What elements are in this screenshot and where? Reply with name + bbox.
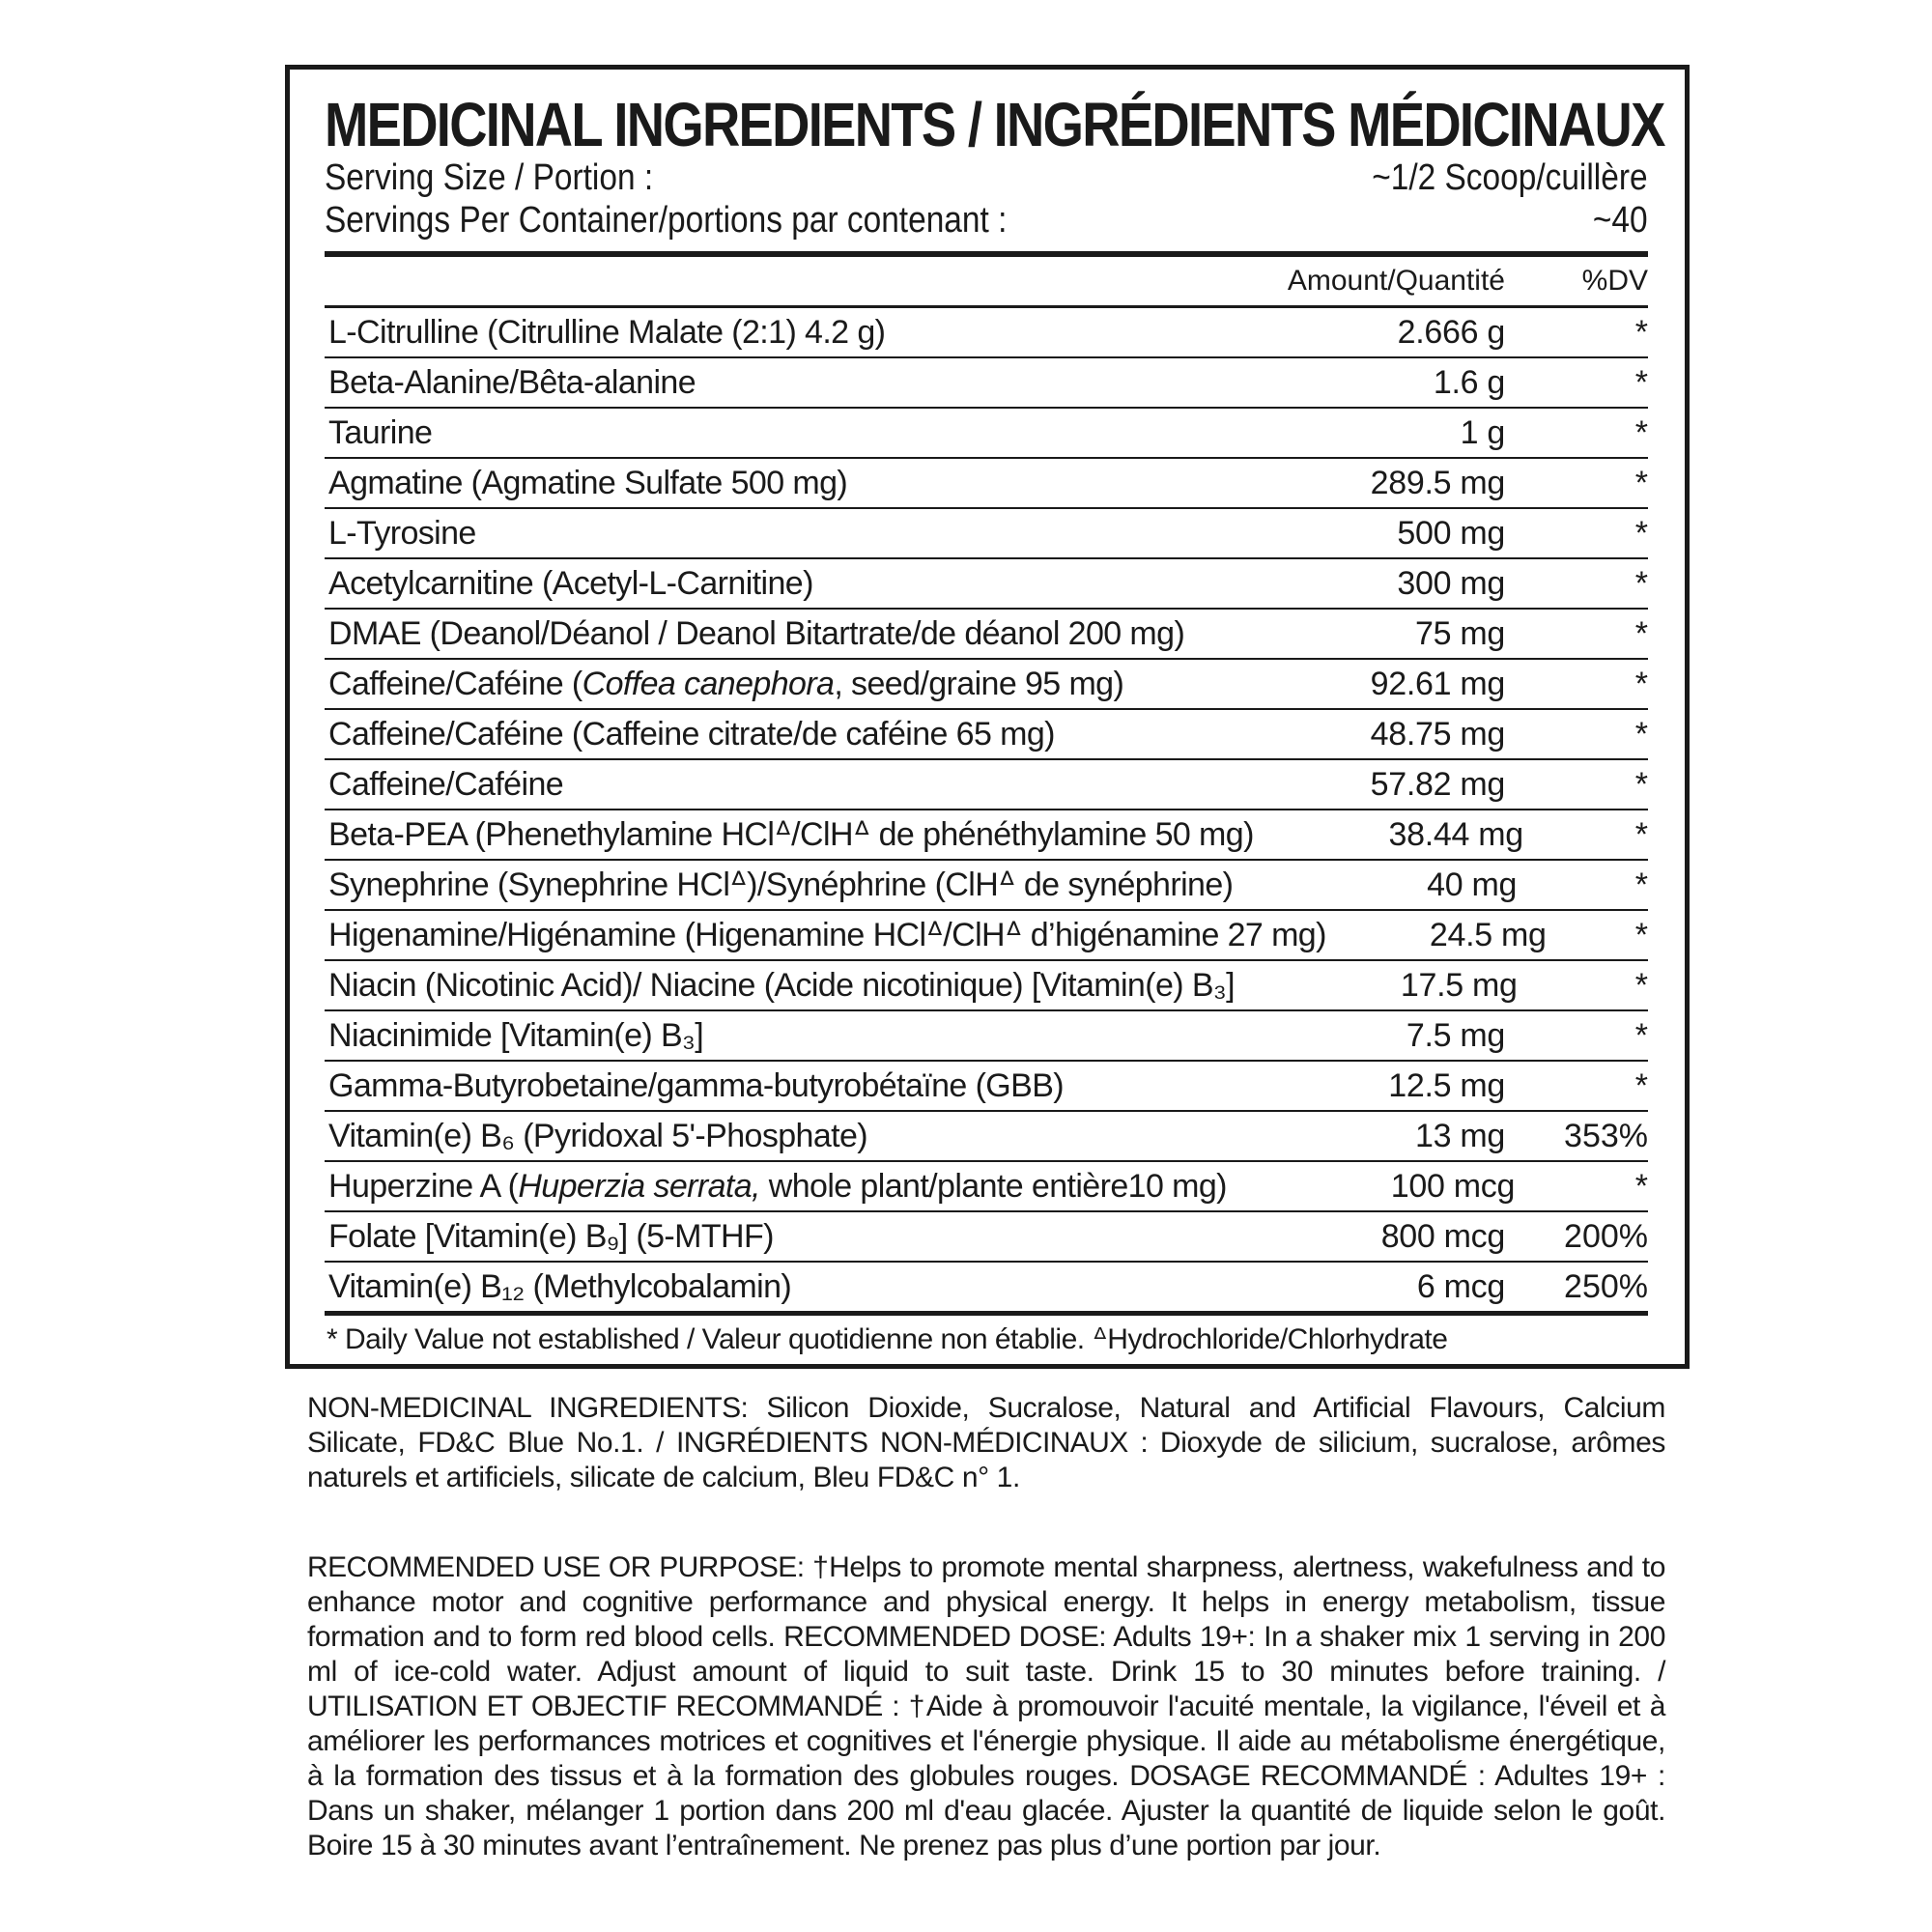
non-medicinal-ingredients [307,1391,1665,1495]
recommended-use-section [307,1550,1665,1863]
ingredient-row [325,760,1648,810]
ingredient-row [325,459,1648,509]
ingredient-row [325,610,1648,660]
ingredient-name: Folate [Vitamin(e) B₉] (5-MTHF) [328,1217,774,1255]
ingredient-name: L-Citrulline (Citrulline Malate (2:1) 4.2 g) [328,313,886,351]
ingredient-amount: 7.5 mg [1406,1016,1505,1054]
serving-size-label: Serving Size / Portion : [325,157,654,198]
ingredient-dv: * [1634,1167,1648,1205]
ingredient-amount: 500 mg [1397,514,1505,552]
ingredient-name: L-Tyrosine [328,514,476,552]
ingredient-amount: 12.5 mg [1388,1066,1505,1104]
ingredient-row [325,1263,1648,1311]
medicinal-ingredients-panel [285,65,1690,1369]
ingredient-row [325,1062,1648,1112]
ingredient-row [325,911,1648,961]
ingredient-row [325,1112,1648,1162]
ingredient-dv: * [1634,313,1648,351]
ingredient-row [325,861,1648,911]
ingredient-name: Beta-PEA (Phenethylamine HClᐞ/ClHᐞ de phénéthylamine 50 mg) [328,816,1254,853]
ingredient-name: Niacin (Nicotinic Acid)/ Niacine (Acide nicotinique) [Vitamin(e) B₃] [328,966,1236,1004]
ingredient-dv: 250% [1564,1267,1648,1305]
ingredient-amount: 57.82 mg [1370,765,1505,803]
ingredient-dv: * [1634,464,1648,501]
ingredient-amount: 48.75 mg [1370,715,1505,753]
ingredient-name: Synephrine (Synephrine HClᐞ)/Synéphrine (ClHᐞ de synéphrine) [328,867,1234,903]
recommended-dose-label: RECOMMENDED DOSE [783,1621,1099,1653]
ingredient-name [325,1168,1227,1206]
ingredient-row [325,559,1648,610]
ingredient-dv: 353% [1564,1117,1648,1154]
ingredient-dv: * [1634,966,1648,1004]
ingredient-amount: 24.5 mg [1429,916,1547,953]
non-medicinal-label-fr: INGRÉDIENTS NON-MÉDICINAUX : [675,1427,1149,1459]
ingredient-name: Vitamin(e) B₁₂ (Methylcobalamin) [328,1267,792,1305]
ingredient-row [325,409,1648,459]
ingredient-name [325,666,1196,703]
panel-title: MEDICINAL INGREDIENTS / INGRÉDIENTS MÉDICINAUX [325,90,1664,159]
recommended-dose-label-fr: DOSAGE RECOMMANDÉ [1129,1760,1467,1792]
ingredient-name-part: whole plant/plante entière10 mg) [759,1167,1227,1205]
ingredient-row [325,710,1648,760]
ingredient-name-part: Huperzine A ( [328,1167,519,1205]
serving-size-value: ~1/2 Scoop/cuillère [1372,157,1648,198]
ingredient-name-part: , seed/graine 95 mg) [834,665,1124,702]
ingredient-dv: * [1634,363,1648,401]
ingredient-amount: 289.5 mg [1370,464,1505,501]
amount-column-header: Amount/Quantité [1287,265,1505,297]
ingredient-amount: 17.5 mg [1400,966,1518,1004]
ingredient-row [325,810,1648,861]
recommended-dose-text-fr: : Adultes 19+ : Dans un shaker, mélanger 1 portion dans 200 ml d'eau glacée. Ajuster la quantité de liquide selon le goût. Boire 15 à 30 minutes avant l’entraînement. Ne prenez pas plus d’une portion par jour. [307,1760,1665,1861]
ingredient-row [325,660,1648,710]
ingredient-row [325,509,1648,559]
ingredient-dv: 200% [1564,1217,1648,1255]
ingredient-dv: * [1634,564,1648,602]
ingredient-table [325,308,1648,1311]
ingredient-name: Caffeine/Caféine (Caffeine citrate/de caféine 65 mg) [328,715,1055,753]
ingredient-dv: * [1634,1066,1648,1104]
ingredient-amount: 75 mg [1415,614,1505,652]
ingredient-name: Acetylcarnitine (Acetyl-L-Carnitine) [328,564,813,602]
recommended-use-label: RECOMMENDED USE OR PURPOSE: [307,1551,805,1583]
ingredient-name: Beta-Alanine/Bêta-alanine [328,363,696,401]
ingredient-dv: * [1634,765,1648,803]
ingredient-name: Agmatine (Agmatine Sulfate 500 mg) [328,464,848,501]
ingredient-dv: * [1634,866,1648,903]
ingredient-row [325,358,1648,409]
ingredient-dv: * [1634,1016,1648,1054]
ingredient-amount: 100 mcg [1390,1167,1516,1205]
non-medicinal-text-fr: Dioxyde de silicium, sucralose, arômes naturels et artificiels, silicate de calcium, Bleu FD&C n° 1. [307,1427,1665,1493]
ingredient-row [325,961,1648,1011]
ingredient-amount: 6 mcg [1416,1267,1505,1305]
non-medicinal-label-en: NON-MEDICINAL INGREDIENTS: [307,1392,749,1424]
serving-size-line [325,156,1648,199]
recommended-use-text: †Helps to promote mental sharpness, alertness, wakefulness and to enhance motor and cognitive performance and physical energy. It helps in energy metabolism, tissue formation and to form red blood cells. [307,1551,1666,1653]
non-medicinal-text-en: Silicon Dioxide, Sucralose, Natural and Artificial Flavours, Calcium Silicate, FD&C Blue No.1. / [307,1392,1665,1459]
footnote: * Daily Value not established / Valeur quotidienne non établie. ᐞHydrochloride/Chlorhydrate [327,1323,1448,1355]
recommended-dose-text: : Adults 19+: In a shaker mix 1 serving in 200 ml of ice-cold water. Adjust amount of liquid to suit taste. Drink 15 to 30 minutes before training. / [307,1621,1665,1688]
ingredient-dv: * [1634,665,1648,702]
ingredient-dv: * [1634,715,1648,753]
dv-column-header: %DV [1581,265,1648,297]
ingredient-name: Niacinimide [Vitamin(e) B₃] [328,1016,704,1054]
ingredient-amount: 1.6 g [1433,363,1505,401]
column-header [325,257,1648,308]
servings-label: Servings Per Container/portions par contenant : [325,200,1008,241]
ingredient-amount: 92.61 mg [1370,665,1505,702]
ingredient-amount: 300 mg [1397,564,1505,602]
ingredient-amount: 13 mg [1415,1117,1505,1154]
ingredient-amount: 40 mg [1427,866,1518,903]
ingredient-amount: 38.44 mg [1388,815,1523,853]
recommended-use-text-fr: †Aide à promouvoir l'acuité mentale, la vigilance, l'éveil et à améliorer les performances motrices et cognitives et l'énergie physique. Il aide au métabolisme énergétique, à la formation des tissus et à la formation des globules rouges. [307,1690,1665,1792]
ingredient-botanical-name: Huperzia serrata, [518,1167,760,1205]
ingredient-dv: * [1634,614,1648,652]
ingredient-amount: 1 g [1460,413,1505,451]
servings-per-container-line [325,199,1648,242]
ingredient-row [325,1212,1648,1263]
ingredient-name-part: Caffeine/Caféine ( [328,665,582,702]
ingredient-dv: * [1634,514,1648,552]
ingredient-name: Vitamin(e) B₆ (Pyridoxal 5'-Phosphate) [328,1117,868,1154]
recommended-use-label-fr: UTILISATION ET OBJECTIF RECOMMANDÉ : [307,1690,899,1722]
ingredient-amount: 800 mcg [1380,1217,1505,1255]
ingredient-row [325,1162,1648,1212]
ingredient-dv: * [1634,916,1648,953]
ingredient-name: Gamma-Butyrobetaine/gamma-butyrobétaïne (GBB) [328,1066,1065,1104]
ingredient-amount: 2.666 g [1397,313,1505,351]
servings-value: ~40 [1592,200,1648,241]
ingredient-row [325,1011,1648,1062]
ingredient-dv: * [1634,413,1648,451]
ingredient-name: Caffeine/Caféine [328,765,564,803]
ingredient-row [325,308,1648,358]
ingredient-botanical-name: Coffea canephora [582,665,835,702]
ingredient-name: Taurine [328,413,433,451]
ingredient-name: Higenamine/Higénamine (Higenamine HClᐞ/ClHᐞ d’higénamine 27 mg) [328,917,1326,953]
ingredient-dv: * [1634,815,1648,853]
ingredient-name: DMAE (Deanol/Déanol / Deanol Bitartrate/de déanol 200 mg) [328,614,1185,652]
